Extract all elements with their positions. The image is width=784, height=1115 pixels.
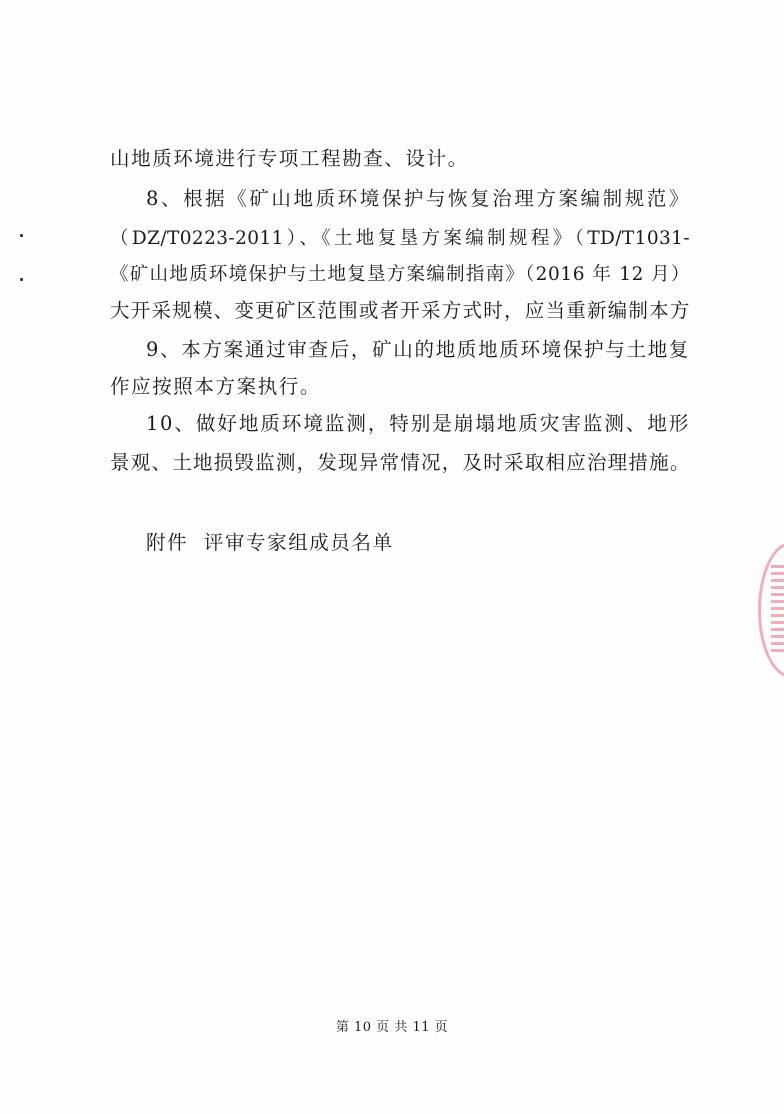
paragraph-line-5: 大开采规模、变更矿区范围或者开采方式时，应当重新编制本方 <box>110 299 690 322</box>
seal-stamp-icon <box>758 542 784 678</box>
paragraph-line-9: 景观、土地损毁监测，发现异常情况，及时采取相应治理措施。 <box>110 451 690 474</box>
paragraph-line-1: 山地质环境进行专项工程勘查、设计。 <box>110 147 469 170</box>
paragraph-line-2: 8、根据《矿山地质环境保护与恢复治理方案编制规范》 <box>146 187 690 210</box>
page-footer: 第 10 页 共 11 页 <box>335 1020 449 1035</box>
scan-mark-icon <box>20 234 23 237</box>
paragraph-line-6: 9、本方案通过审查后，矿山的地质地质环境保护与土地复 <box>146 338 690 361</box>
attachment-line: 附件 评审专家组成员名单 <box>146 531 394 554</box>
scan-mark-icon <box>20 278 23 281</box>
seal-stamp-detail <box>771 565 784 655</box>
paragraph-line-4: 《矿山地质环境保护与土地复垦方案编制指南》（2016 年 12 月） <box>110 264 690 285</box>
paragraph-line-8: 10、做好地质环境监测，特别是崩塌地质灾害监测、地形 <box>146 412 690 435</box>
paragraph-line-7: 作应按照本方案执行。 <box>110 375 322 398</box>
paragraph-line-3: （DZ/T0223-2011）、《土地复垦方案编制规程》（TD/T1031- <box>110 228 690 249</box>
